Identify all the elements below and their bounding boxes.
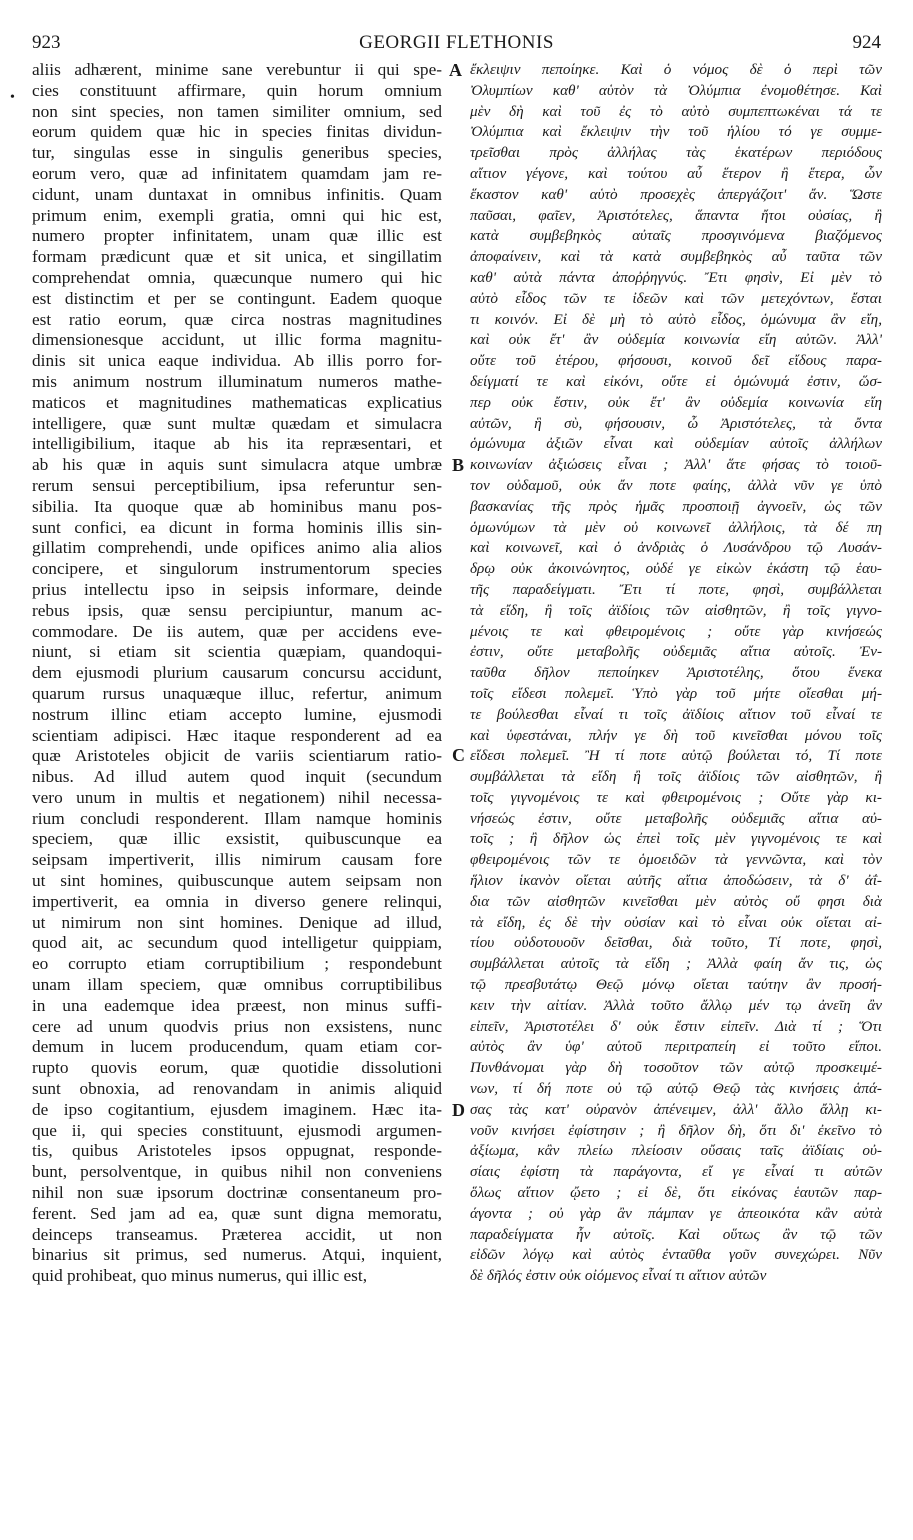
greek-text-line: συμβάλλεται αὐτοῖς τὰ εἴδη ; Ἀλλὰ φαίη ἄν τις, ὡς	[470, 955, 882, 973]
latin-text-line: dem ejusmodi plurium causarum concursu accidunt,	[32, 663, 442, 683]
greek-text-line: Πυνθάνομαι γὰρ δὴ τοσοῦτον τῶν αὐτῷ προσκειμέ-	[470, 1059, 882, 1077]
latin-text-line: aliis adhærent, minime sane verebuntur ii qui spe-	[32, 60, 442, 79]
greek-text-line: εἰπεῖν, Ἀριστοτέλει δ' οὐκ ἔστιν εἰπεῖν. Διὰ τί ; Ὅτι	[470, 1017, 882, 1035]
latin-text-line: ferent. Sed jam ad ea, quæ sunt digna memoratu,	[32, 1203, 442, 1223]
latin-text-line: concipere, et singulorum instrumentorum species	[32, 559, 442, 579]
page-header	[32, 32, 881, 62]
greek-text-line: τίου οὐδοτουοῦν δεῖσθαι, διὰ τοῦτο, Τί ποτε, φησὶ,	[470, 934, 882, 952]
greek-text-line: τοῖς γιγνομένοις τε καὶ φθειρομένοις ; Οὔτε γὰρ κι-	[470, 788, 882, 806]
greek-text-line: τι κοινόν. Εἰ δὲ μὴ τὸ αὐτὸ εἶδος, ὁμώνυμα ἂν εἴη,	[470, 310, 882, 328]
latin-text-line: rebus ipsis, quæ sensu percipiuntur, manum ac-	[32, 600, 442, 620]
greek-text-line: καὶ κοινωνεῖ, καὶ ὁ ἀνδριὰς ὁ Λυσάνδρου τῷ Λυσάν-	[470, 539, 882, 557]
latin-text-line: bunt, persolventque, in quibus nihil non conveniens	[32, 1162, 442, 1182]
latin-text-line: de ipso cogitantium, ejusdem imaginem. Hæc ita-	[32, 1099, 442, 1119]
latin-text-line: dimensionesque accidunt, ut illic forma magnitu-	[32, 330, 442, 350]
latin-text-line: comprehendat omnia, quæcunque numero qui hic	[32, 267, 442, 287]
greek-text-line: δρῳ οὐκ ἀκοινώνητος, οὐδέ γε εἰκὼν ἑκάστη τῷ ἑαυ-	[470, 560, 882, 578]
latin-text-line: ut nimirum non sint homines. Denique ad illud,	[32, 912, 442, 932]
margin-dot: •	[10, 90, 15, 105]
greek-text-line: συμβάλλεται τὰ εἴδη ἢ τοῖς ἀϊδίοις τῶν αἰσθητῶν, ἢ	[470, 768, 882, 786]
latin-text-line: vero unum in multis et negationem) nihil necessa-	[32, 787, 442, 807]
latin-text-line: intelligibilium, itaque ab his ita repræsentari, et	[32, 434, 442, 454]
latin-text-line: maticos et magnitudines mathematicas explicatius	[32, 392, 442, 412]
latin-text-line: eorum quidem quæ hic in species finitas dividun-	[32, 122, 442, 142]
greek-text-line: μὲν δὴ καὶ τοῦ ἐς τὸ αὐτὸ συμπεπτωκέναι τά τε	[470, 102, 882, 120]
greek-text-line: αὐτὸς ἂν ὑφ' αὑτοῦ περιτραπείη εἰ τοῦτο εἴποι.	[470, 1038, 882, 1056]
greek-text-line: οὔτε τοῦ ἑτέρου, φήσουσι, κοινοῦ δεῖ εἴδους παρα-	[470, 352, 882, 370]
greek-text-line: αὐτῶν, ἣ σὺ, φήσουσιν, ὦ Ἀριστότελες, τὰ ὄντα	[470, 414, 882, 432]
greek-text-line: δείγματί τε καὶ εἰκόνι, οὔτε εἰ ὁμώνυμά ἐστιν, ὥσ-	[470, 372, 882, 390]
greek-text-line: τε βούλεσθαι εἶναί τι τοῖς ἀϊδίοις αἴτιον τοῦ εἶναί τε	[470, 705, 882, 723]
greek-text-line: ἀξίωμα, κἂν πλείω πλείοσιν οὔσαις ταῖς ἀϊδίαις οὐ-	[470, 1142, 882, 1160]
latin-text-line: nihil non suæ ipsorum doctrinæ consentaneum pro-	[32, 1183, 442, 1203]
latin-text-line: rerum sensui perceptibilium, ipsa referuntur sen-	[32, 475, 442, 495]
latin-text-line: quod ait, ac secundum quod intelligetur quippiam,	[32, 933, 442, 953]
latin-text-line: speciem, quæ illic exsistit, quibuscunque ea	[32, 829, 442, 849]
latin-text-line: prius intellectu ipso in seipsis informare, deinde	[32, 579, 442, 599]
latin-text-line: impertiverit, ea omnia in diverso genere relinqui,	[32, 891, 442, 911]
greek-text-line: ἀποφαίνειν, καὶ τὰ κατὰ συμβεβηκὸς αὖ ταῦτα τῶν	[470, 248, 882, 266]
latin-text-line: cies constituunt affirmare, quin horum omnium	[32, 80, 442, 100]
latin-text-line: numero propter infinitatem, unam quæ illic est	[32, 226, 442, 246]
greek-text-line: κατὰ συμβεβηκὸς αὐταῖς προσγινόμενα βιαζόμενος	[470, 227, 882, 245]
latin-text-line: in una eademque idea præest, non minus suffi-	[32, 995, 442, 1015]
greek-text-line: αὐτὸ εἶδος τῶν τε ἰδεῶν καὶ τῶν μετεχόντων, ἔσται	[470, 289, 882, 307]
greek-text-line: Ὀλυμπίων καθ' αὑτὸν τὰ Ὀλύμπια ἐνομοθέτησε. Καὶ	[470, 81, 882, 99]
page-number-left: 923	[32, 32, 61, 53]
page-number-right: 924	[852, 32, 881, 53]
latin-text-line: deinceps transeamus. Præterea accidit, ut non	[32, 1224, 442, 1244]
greek-text-line: φθειρομένοις τῶν τε ὁμοειδῶν τὰ γεννῶντα, καὶ τὸν	[470, 851, 882, 869]
latin-text-line: gillatim comprehendi, unde opifices animo alia alios	[32, 538, 442, 558]
latin-text-line: nibus. Ad illud autem quod inquit (secundum	[32, 767, 442, 787]
greek-text-line: ἐστιν, οὔτε μεταβολῆς οὐδεμιᾶς αἴτια αὐτοῖς. Ἐν-	[470, 643, 882, 661]
greek-text-line: καὶ ὑφεστάναι, πλήν γε δὴ τοῦ κινεῖσθαι μόνου τοῖς	[470, 726, 882, 744]
latin-text-line: unam illam speciem, quæ omnibus corruptibilibus	[32, 975, 442, 995]
latin-text-line: seipsam impertiverit, illis nimirum causam fore	[32, 850, 442, 870]
greek-text-line: Ὀλύμπια καὶ ἔκλειψιν τὴν τοῦ ἡλίου τό γε συμμε-	[470, 123, 882, 141]
greek-text-line: καθ' αὑτὰ πάντα ἀποῤῥηγνύς. Ἔτι φησὶν, Εἰ μὲν τὸ	[470, 268, 882, 286]
greek-text-line: παῦσαι, φαῖεν, Ἀριστότελες, ἅπαντα ἤτοι οὐσίας, ἢ	[470, 206, 882, 224]
latin-text-line: eorum vero, quæ ad infinitatem quamdam jam re-	[32, 163, 442, 183]
greek-text-line: ἔκλειψιν πεποίηκε. Καὶ ὁ νόμος δὲ ὁ περὶ τῶν	[470, 61, 882, 78]
greek-text-line: ὁμωνύμων τὰ μὲν οὐ κοινωνεῖ ἀλλήλοις, τὰ δέ πη	[470, 518, 882, 536]
greek-text-line: τὰ εἴδη, ἢ τοῖς ἀϊδίοις τῶν αἰσθητῶν, ἢ τοῖς γιγνο-	[470, 601, 882, 619]
greek-text-line: τὰ εἴδη, ἐς δὲ τὴν οὐσίαν καὶ τὸ εἶναι οὐκ οἴεται αἰ-	[470, 913, 882, 931]
greek-text-line: δὲ δῆλός ἐστιν οὐκ οἰόμενος εἶναί τι αἴτιον αὐτῶν	[470, 1267, 767, 1285]
latin-text-line: rium concludi responderent. Illam namque hominis	[32, 808, 442, 828]
greek-text-line: εἴδεσι πολεμεῖ. Ἢ τί ποτε αὐτῷ βούλεται τό, Τί ποτε	[470, 747, 882, 765]
greek-text-line: ταῦθα δῆλον πεποίηκεν Ἀριστοτέλης, ὅτου ἕνεκα	[470, 664, 882, 682]
greek-text-line: ὅλως αἴτιον ᾤετο ; εἰ δὲ, ὅτι εἰκόνας ἑαυτῶν παρ-	[470, 1184, 882, 1202]
greek-text-line: άγοντα ; οὐ γὰρ ἂν πάμπαν γε ἀπεοικότα κἂν αὐτὰ	[470, 1204, 882, 1222]
latin-text-line: ab his quæ in aquis sunt simulacra atque umbræ	[32, 455, 442, 475]
greek-text-line: δια τῶν αἰσθητῶν κινεῖσθαι μὲν αὐτὸς οὔ φησι διὰ	[470, 892, 882, 910]
greek-text-line: αἴτιον γέγονε, καὶ τούτου αὖ ἕτερον ἢ ἕτερα, ὧν	[470, 164, 882, 182]
greek-text-line: τον οὐδαμοῦ, οὐκ ἄν ποτε φαίης, ἀλλὰ νῦν γε ὑπὸ	[470, 476, 882, 494]
latin-text-line: commodare. De iis autem, quæ per accidens eve-	[32, 621, 442, 641]
section-marker-b: B	[452, 455, 465, 475]
greek-text-line: κοινωνίαν ἀξιώσεις εἶναι ; Ἀλλ' ἅτε φήσας τὸ τοιοῦ-	[470, 456, 882, 474]
greek-text-line: ὁμώνυμα ἀξιῶν εἶναι καὶ οὐδεμίαν αὐτοῖς ἀλλήλων	[470, 435, 882, 453]
latin-text-line: intelligere, quæ sunt multæ quædam et simulacra	[32, 413, 442, 433]
latin-text-line: ut sint homines, quibuscunque autem seipsam non	[32, 871, 442, 891]
greek-text-line: τῷ πρεσβυτάτῳ Θεῷ μόνῳ οἴεται ταύτην ἂν προσή-	[470, 976, 882, 994]
greek-text-line: εἰδῶν λόγῳ καὶ αὐτὸς ἐνταῦθα γοῦν συνεχώρει. Νῦν	[470, 1246, 882, 1264]
section-marker-a: A	[449, 60, 462, 80]
latin-text-line: quarum rursus unaquæque illuc, refertur, animum	[32, 683, 442, 703]
greek-text-line: κειν τὴν αἰτίαν. Ἀλλὰ τοῦτο ἄλλῳ μέν τῳ ἀνεῖη ἂν	[470, 996, 882, 1014]
latin-column	[32, 60, 442, 1500]
greek-text-line: σας τὰς κατ' οὐρανὸν ἀπένειμεν, ἀλλ' ἄλλο ἄλλῃ κι-	[470, 1100, 882, 1118]
greek-text-line: τῆς παραδείγματι. Ἔτι τί ποτε, φησὶ, συμβάλλεται	[470, 580, 882, 598]
greek-text-line: νων, τί δή ποτε οὐ τῷ αὐτῷ Θεῷ τὰς κινήσεις ἁπά-	[470, 1080, 882, 1098]
latin-text-line: cidunt, unam duntaxat in omnibus infinitis. Quam	[32, 184, 442, 204]
greek-text-line: νήσεώς ἐστιν, οὔτε μεταβολῆς οὐδεμιᾶς αἴτια αὐ-	[470, 809, 882, 827]
latin-text-line: cere ad unum quodvis prius non exsistens, nunc	[32, 1016, 442, 1036]
latin-text-line: scientiam adipisci. Hæc itaque responderent ad ea	[32, 725, 442, 745]
latin-text-line: demum in lucem producendum, quam etiam cor-	[32, 1037, 442, 1057]
latin-text-line: binarius sit primus, sed numerus. Atqui, inquient,	[32, 1245, 442, 1265]
latin-text-line: sunt confici, ea dicunt in forma hominis illis sin-	[32, 517, 442, 537]
latin-text-line: niunt, si etiam sit scientia quæpiam, quandoqui-	[32, 642, 442, 662]
latin-text-line: rupto quovis eorum, quæ quotidie dissolutioni	[32, 1058, 442, 1078]
latin-text-line: sunt obnoxia, ad renovandam in animis aliquid	[32, 1079, 442, 1099]
greek-text-line: περ οὐκ ἔστιν, οὐκ ἔτ' ἂν οὐδεμία κοινωνία εἴη	[470, 393, 882, 411]
latin-text-line: primum enim, exempli gratia, omni qui hic est,	[32, 205, 442, 225]
latin-text-line: que ii, qui species constituunt, ejusmodi argumen-	[32, 1120, 442, 1140]
latin-text-line: sibilia. Ita quoque quæ ab hominibus manu pos-	[32, 496, 442, 516]
greek-column	[470, 60, 882, 1500]
greek-text-line: τοῖς ; ἢ δῆλον ὡς ἐπεὶ τοῖς μὲν γιγνομένοις τε καὶ	[470, 830, 882, 848]
latin-text-line: nostrum illinc etiam accepto lumine, ejusmodi	[32, 704, 442, 724]
greek-text-line: τοῖς εἴδεσι πολεμεῖ. Ὑπὸ γὰρ τοῦ μήτε οἴεσθαι μή-	[470, 684, 882, 702]
latin-text-line: non sint species, non tamen similiter omnium, sed	[32, 101, 442, 121]
latin-text-line: tis, quibus Aristoteles ipsos oppugnat, responde-	[32, 1141, 442, 1161]
greek-text-line: βασκανίας τῆς πρὸς ἡμᾶς προσποιῇ ἀγνοεῖν, ὡς τῶν	[470, 497, 882, 515]
latin-text-line: eo corrupto etiam corruptibilium ; respondebunt	[32, 954, 442, 974]
greek-text-line: παραδείγματα ἦν αὐτοῖς. Καὶ οὕτως ἂν τῷ τῶν	[470, 1225, 882, 1243]
latin-text-line: est distinctim et per se contingunt. Eadem quoque	[32, 288, 442, 308]
greek-text-line: σίαις ἐφίστη τὰ παράγοντα, εἴ γε εἶναί τι αὐτῶν	[470, 1163, 882, 1181]
section-marker-d: D	[452, 1100, 465, 1120]
greek-text-line: ἕκαστον καθ' αὑτὸ προσεχὲς ἀπεργάζοιτ' ἄν. Ὥστε	[470, 185, 882, 203]
latin-text-line: quid prohibeat, quo minus numerus, qui illic est,	[32, 1266, 368, 1286]
latin-text-line: mis animum nostrum illuminatum numeros mathe-	[32, 371, 442, 391]
latin-text-line: formam prædicunt quæ et sit unica, et singillatim	[32, 247, 442, 267]
latin-text-line: est ratio eorum, quæ circa nostras magnitudines	[32, 309, 442, 329]
latin-text-line: quæ Aristoteles objicit de variis scientiarum ratio-	[32, 746, 442, 766]
section-marker-c: C	[452, 745, 465, 765]
greek-text-line: καὶ οὐκ ἔτ' ἂν οὐδεμία κοινωνία εἴη αὐτῶν. Ἀλλ'	[470, 331, 882, 349]
greek-text-line: νοῦν κινήσει ἐφίστησιν ; ἢ δῆλον δὴ, ὅτι δι' ἐκεῖνο τὸ	[470, 1121, 882, 1139]
latin-text-line: tur, singulas esse in singulis generibus species,	[32, 143, 442, 163]
latin-text-line: dinis sit unica eaque individua. Ab illis porro for-	[32, 351, 442, 371]
greek-text-line: ἥλιον ἱκανὸν οἴεται αὐτῆς αἴτια ἀποδώσειν, τὰ δ' ἀΐ-	[470, 872, 882, 890]
running-title: GEORGII FLETHONIS	[359, 32, 554, 53]
greek-text-line: μένοις τε καὶ φθειρομένοις ; οὔτε γὰρ κινήσεώς	[470, 622, 882, 640]
greek-text-line: τρεῖσθαι πρὸς ἀλλήλας τὰς ἑκατέρων περιόδους	[470, 144, 882, 162]
